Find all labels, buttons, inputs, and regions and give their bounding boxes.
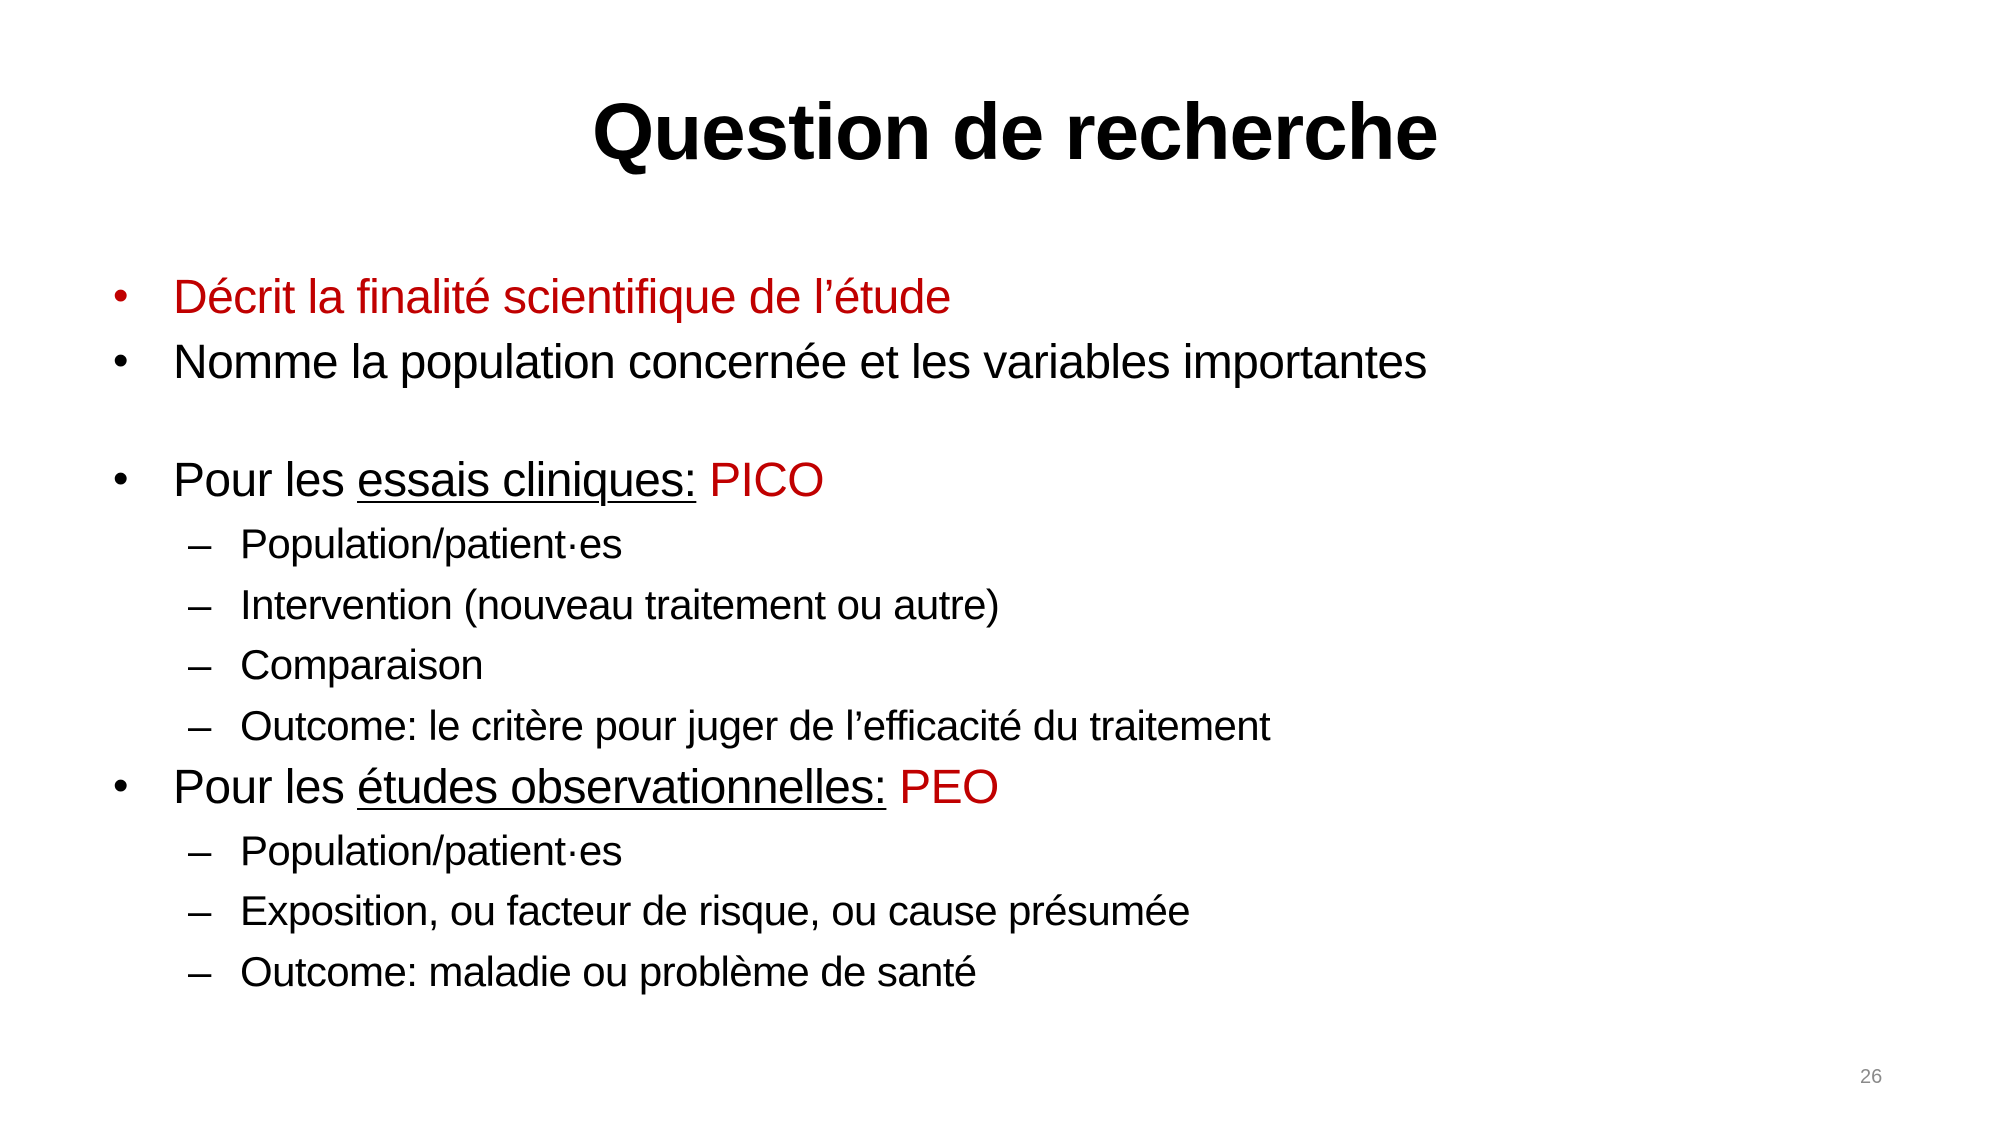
dash-icon: – [188, 827, 211, 874]
bullet-prefix: Pour les [173, 454, 358, 507]
bullet-item [0, 336, 2000, 389]
bullet-text: Décrit la finalité scientifique de l’étude [173, 271, 951, 324]
bullet-icon: • [113, 454, 128, 503]
bullet-icon: • [113, 271, 128, 320]
dash-icon: – [188, 948, 211, 995]
dash-icon: – [188, 702, 211, 749]
bullet-text [173, 761, 999, 814]
bullet-item-peo [0, 761, 2000, 814]
dash-icon: – [188, 641, 211, 688]
dash-icon: – [188, 520, 211, 567]
sub-item-text: Outcome: le critère pour juger de l’efficacité du traitement [240, 702, 1271, 749]
sub-item-text: Comparaison [240, 641, 484, 688]
dash-icon: – [188, 581, 211, 628]
bullet-item [0, 271, 2000, 324]
bullet-text [173, 454, 825, 507]
acronym-peo: PEO [899, 761, 999, 814]
bullet-text: Nomme la population concernée et les variables importantes [173, 336, 1427, 389]
page-number: 26 [1860, 1066, 1883, 1088]
sub-item-text: Intervention (nouveau traitement ou autre) [240, 581, 1000, 628]
bullet-item-pico [0, 454, 2000, 507]
sub-item-text: Population/patient·es [240, 520, 623, 567]
bullet-icon: • [113, 336, 128, 385]
bullet-prefix: Pour les [173, 761, 358, 814]
bullet-icon: • [113, 761, 128, 810]
sub-item-text: Outcome: maladie ou problème de santé [240, 948, 977, 995]
sub-item-text: Population/patient·es [240, 827, 623, 874]
dash-icon: – [188, 887, 211, 934]
slide-title: Question de recherche [592, 87, 1438, 176]
sub-item-text: Exposition, ou facteur de risque, ou cause présumée [240, 887, 1190, 934]
acronym-pico: PICO [709, 454, 825, 507]
bullet-underlined-term: essais cliniques: [357, 454, 697, 507]
bullet-underlined-term: études observationnelles: [357, 761, 887, 814]
